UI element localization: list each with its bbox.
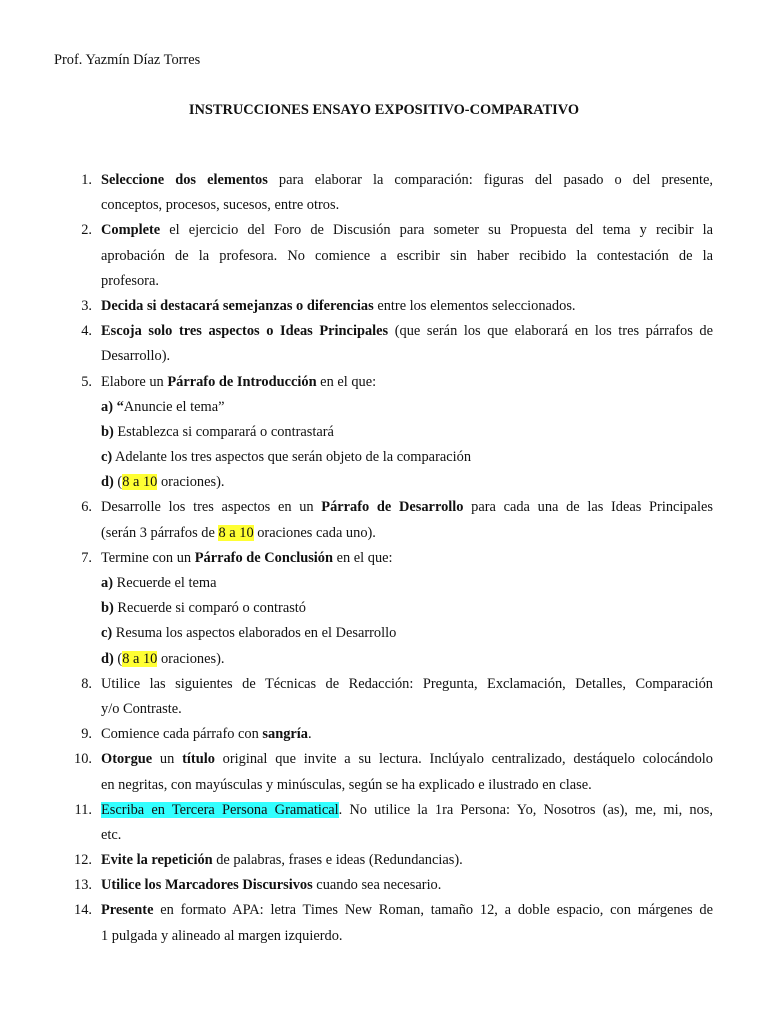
plain-text: 1 pulgada y alineado al margen izquierdo. <box>101 927 343 944</box>
plain-text: un <box>152 751 183 768</box>
item-text-line <box>101 344 713 369</box>
plain-text: ( <box>113 474 123 491</box>
item-number: 9. <box>81 726 92 743</box>
item-text-line <box>101 722 713 747</box>
plain-text: Establezca si comparará o contrastará <box>113 423 334 440</box>
instruction-item <box>0 747 713 797</box>
instruction-item <box>0 218 713 294</box>
bold-text: a) <box>101 575 113 591</box>
bold-text: c) <box>101 449 113 466</box>
bold-text: Escoja solo tres aspectos o Ideas Principales <box>101 323 389 340</box>
item-text-line <box>101 521 713 546</box>
yellow-highlight: 8 a 10 <box>218 524 254 541</box>
instruction-item <box>0 168 713 218</box>
item-text-line <box>101 218 713 243</box>
plain-text: original que invite a su lectura. Inclúyalo centralizado, destáquelo colocándolo <box>214 751 713 768</box>
item-text-line <box>101 168 713 193</box>
bold-text: d) <box>101 650 114 667</box>
bold-text: c) <box>101 625 113 642</box>
bold-text: Párrafo de Desarrollo <box>321 499 464 516</box>
plain-text: para elaborar la comparación: figuras del pasado o del presente, <box>267 172 713 188</box>
item-number: 14. <box>74 902 92 919</box>
instruction-item <box>0 294 713 319</box>
bold-text: d) <box>101 474 114 491</box>
plain-text: en el que: <box>316 373 377 390</box>
plain-text: ( <box>113 650 123 667</box>
plain-text: entre los elementos seleccionados. <box>373 297 576 314</box>
plain-text: Desarrollo). <box>101 348 171 365</box>
item-text-line <box>101 596 713 621</box>
plain-text: Termine con un <box>101 549 195 566</box>
instruction-item <box>0 546 713 672</box>
plain-text: Utilice las siguientes de Técnicas de Redacción: Pregunta, Exclamación, Detalles, Comparación <box>101 675 713 692</box>
plain-text: Desarrolle los tres aspectos en un <box>101 499 322 516</box>
plain-text: en formato APA: letra Times New Roman, tamaño 12, a doble espacio, con márgenes de <box>153 902 713 919</box>
plain-text: aprobación de la profesora. No comience a escribir sin haber recibido la contestación de la <box>101 247 713 264</box>
item-number: 1. <box>81 172 92 188</box>
item-text-line <box>101 621 713 646</box>
bold-text: Párrafo de Conclusión <box>194 549 334 566</box>
plain-text: oraciones). <box>157 650 225 667</box>
item-text-line <box>101 420 713 445</box>
plain-text: oraciones cada uno). <box>253 524 376 541</box>
instruction-item <box>0 370 713 496</box>
bold-text: título <box>182 751 215 768</box>
item-text-line <box>101 773 713 798</box>
item-text-line <box>101 470 713 495</box>
plain-text: de palabras, frases e ideas (Redundancias). <box>212 852 463 869</box>
instruction-item <box>0 495 713 545</box>
item-text-line <box>101 445 713 470</box>
plain-text: profesora. <box>101 272 159 289</box>
item-text-line <box>101 571 713 596</box>
item-text-line <box>101 924 713 949</box>
instruction-item <box>0 873 713 898</box>
bold-text: Seleccione dos elementos <box>101 172 268 188</box>
item-number: 7. <box>81 549 92 566</box>
instruction-item <box>0 319 713 369</box>
plain-text: Elabore un <box>101 373 168 390</box>
plain-text: en negritas, con mayúsculas y minúsculas, según se ha explicado e ilustrado en clase. <box>101 776 592 793</box>
instruction-item <box>0 672 713 722</box>
plain-text: (que serán los que elaborará en los tres párrafos de <box>388 323 713 340</box>
plain-text: etc. <box>101 826 122 843</box>
item-number: 13. <box>74 877 92 894</box>
plain-text: (serán 3 párrafos de <box>101 524 219 541</box>
item-text-line <box>101 848 713 873</box>
item-text-line <box>101 193 713 218</box>
item-text-line <box>101 647 713 672</box>
item-number: 10. <box>74 751 92 768</box>
item-text-line <box>101 898 713 923</box>
item-text-line <box>101 269 713 294</box>
plain-text: Comience cada párrafo con <box>101 726 263 743</box>
item-number: 12. <box>74 852 92 869</box>
item-text-line <box>101 672 713 697</box>
plain-text: Resuma los aspectos elaborados en el Desarrollo <box>112 625 397 642</box>
item-text-line <box>101 697 713 722</box>
plain-text: Recuerde si comparó o contrastó <box>113 600 307 617</box>
item-text-line <box>101 370 713 395</box>
bold-text: Otorgue <box>101 751 153 768</box>
plain-text: Recuerde el tema <box>113 575 217 591</box>
plain-text: . No utilice la 1ra Persona: Yo, Nosotros (as), me, mi, nos, <box>338 801 713 818</box>
item-text-line <box>101 798 713 823</box>
item-text-line <box>101 294 713 319</box>
item-number: 3. <box>81 297 92 314</box>
yellow-highlight: 8 a 10 <box>122 474 158 491</box>
bold-text: Utilice los Marcadores Discursivos <box>101 877 313 894</box>
item-text-line <box>101 546 713 571</box>
plain-text: para cada una de las Ideas Principales <box>463 499 713 516</box>
bold-text: Presente <box>101 902 154 919</box>
bold-text: b) <box>101 600 114 617</box>
instruction-item <box>0 898 713 948</box>
item-number: 5. <box>81 373 92 390</box>
item-text-line <box>101 244 713 269</box>
plain-text: conceptos, procesos, sucesos, entre otros. <box>101 197 340 214</box>
plain-text: Adelante los tres aspectos que serán objeto de la comparación <box>112 449 472 466</box>
item-number: 8. <box>81 675 92 692</box>
bold-text: a) “ <box>101 398 124 415</box>
item-number: 11. <box>74 801 92 818</box>
bold-text: Decida si destacará semejanzas o diferencias <box>101 297 374 314</box>
plain-text: oraciones). <box>157 474 225 491</box>
instruction-list <box>0 168 768 949</box>
author-name: Prof. Yazmín Díaz Torres <box>54 52 201 68</box>
item-text-line <box>101 495 713 520</box>
item-text-line <box>101 747 713 772</box>
plain-text: en el que: <box>333 549 393 566</box>
item-number: 6. <box>81 499 92 516</box>
plain-text: el ejercicio del Foro de Discusión para someter su Propuesta del tema y recibir la <box>160 222 713 239</box>
instruction-item <box>0 722 713 747</box>
item-text-line <box>101 823 713 848</box>
document-title: INSTRUCCIONES ENSAYO EXPOSITIVO-COMPARATIVO <box>188 102 580 118</box>
item-number: 4. <box>81 323 92 340</box>
bold-text: Evite la repetición <box>101 852 213 869</box>
plain-text: y/o Contraste. <box>101 700 182 717</box>
bold-text: sangría <box>262 726 308 743</box>
instruction-item <box>0 798 713 848</box>
instruction-item <box>0 848 713 873</box>
plain-text: . <box>308 726 312 743</box>
cyan-highlight: Escriba en Tercera Persona Gramatical <box>101 801 339 818</box>
bold-text: Párrafo de Introducción <box>167 373 317 390</box>
item-text-line <box>101 873 713 898</box>
yellow-highlight: 8 a 10 <box>122 650 158 667</box>
item-text-line <box>101 395 713 420</box>
plain-text: cuando sea necesario. <box>312 877 442 894</box>
bold-text: Complete <box>101 222 161 239</box>
item-number: 2. <box>81 222 92 239</box>
item-text-line <box>101 319 713 344</box>
bold-text: b) <box>101 423 114 440</box>
plain-text: Anuncie el tema” <box>123 398 225 415</box>
